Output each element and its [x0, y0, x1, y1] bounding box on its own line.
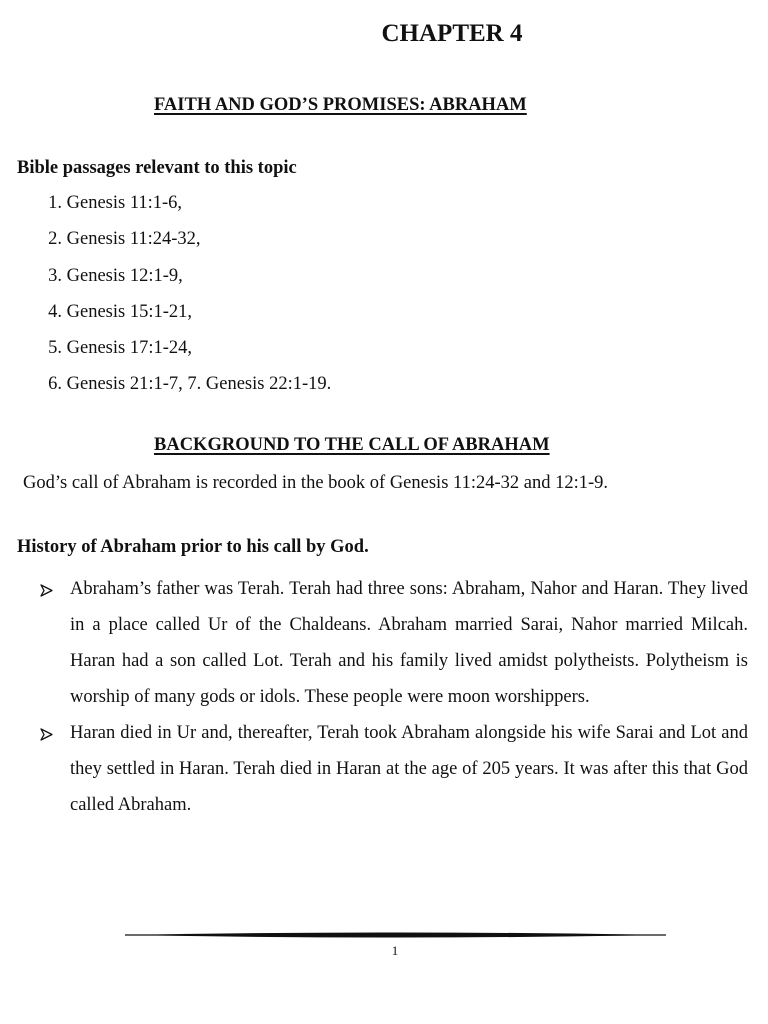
list-item [36, 571, 748, 715]
passages-heading: Bible passages relevant to this topic [17, 158, 297, 178]
bullet-text: Haran died in Ur and, thereafter, Terah took Abraham alongside his wife Sarai and Lot and they settled in Haran. Terah died in Haran at the age of 205 years. It was after this that God called Abraham. [70, 723, 748, 815]
list-item [17, 372, 331, 408]
list-item [17, 191, 331, 227]
footer-divider [125, 930, 666, 940]
arrowhead-bullet-icon [40, 715, 53, 751]
list-item-text: Genesis 12:1-9, [66, 265, 183, 286]
list-item-text: Genesis 17:1-24, [66, 338, 192, 359]
list-item-text: Genesis 15:1-21, [66, 301, 192, 322]
list-item [36, 715, 748, 823]
list-item-number: 5. [48, 338, 62, 359]
list-item [17, 300, 331, 336]
bullet-text: Abraham’s father was Terah. Terah had three sons: Abraham, Nahor and Haran. They lived in a place called Ur of the Chaldeans. Abraham married Sarai, Nahor married Milcah. Haran had a son called Lot. Terah and his family lived amidst polytheists. Polytheism is worship of many gods or idols. These people were moon worshippers. [70, 579, 748, 707]
list-item-number: 6. [48, 374, 62, 395]
chapter-title: CHAPTER 4 [381, 20, 523, 47]
list-item [17, 227, 331, 263]
page-number: 1 [391, 943, 399, 958]
background-intro: God’s call of Abraham is recorded in the book of Genesis 11:24-32 and 12:1-9. [23, 473, 609, 493]
list-item-text: Genesis 11:1-6, [66, 193, 183, 213]
chapter-heading: FAITH AND GOD’S PROMISES: ABRAHAM [154, 95, 527, 115]
list-item-number: 1. [48, 193, 62, 213]
list-item [17, 336, 331, 372]
history-heading: History of Abraham prior to his call by God. [17, 537, 369, 557]
list-item-number: 4. [48, 301, 62, 322]
list-item-number: 3. [48, 265, 62, 286]
list-item-text: Genesis 21:1-7, 7. Genesis 22:1-19. [66, 374, 332, 395]
list-item [17, 264, 331, 300]
list-item-text: Genesis 11:24-32, [66, 229, 201, 250]
list-item-number: 2. [48, 229, 62, 250]
arrowhead-bullet-icon [40, 571, 53, 607]
passages-list [17, 191, 331, 409]
history-bullets [36, 571, 748, 823]
background-heading: BACKGROUND TO THE CALL OF ABRAHAM [154, 435, 550, 455]
